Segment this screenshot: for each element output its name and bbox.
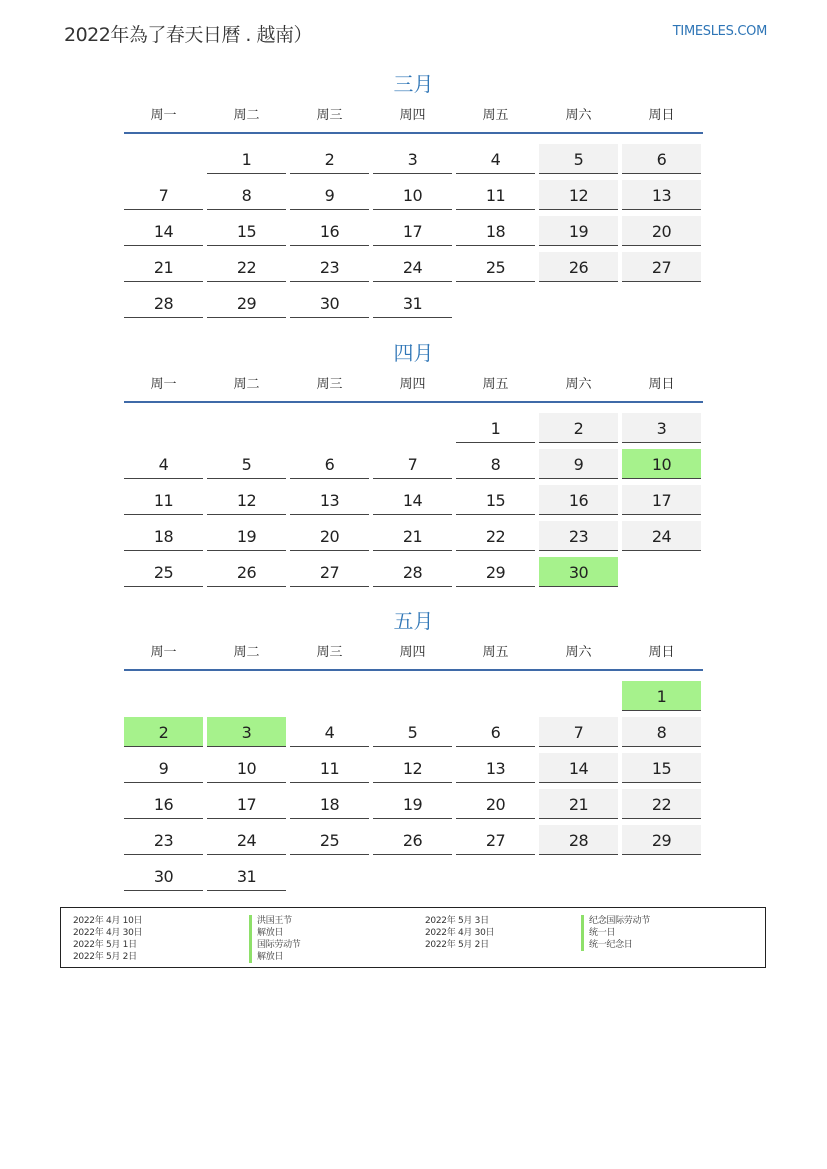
holiday-day-cell: 10 bbox=[622, 449, 701, 479]
empty-cell bbox=[207, 413, 286, 443]
day-cell: 19 bbox=[373, 789, 452, 819]
day-grid bbox=[124, 407, 703, 587]
day-cell: 10 bbox=[207, 753, 286, 783]
day-grid bbox=[124, 138, 703, 318]
day-cell: 6 bbox=[456, 717, 535, 747]
day-cell: 31 bbox=[373, 288, 452, 318]
empty-cell bbox=[207, 681, 286, 711]
day-cell: 22 bbox=[207, 252, 286, 282]
day-cell: 27 bbox=[622, 252, 701, 282]
legend-holiday-name: 洪国王节 bbox=[249, 915, 301, 927]
weekday-label: 周六 bbox=[565, 108, 592, 123]
day-cell: 29 bbox=[456, 557, 535, 587]
day-cell: 3 bbox=[373, 144, 452, 174]
weekday-label: 周五 bbox=[482, 108, 509, 123]
day-cell: 24 bbox=[373, 252, 452, 282]
day-cell: 2 bbox=[290, 144, 369, 174]
day-cell: 6 bbox=[290, 449, 369, 479]
empty-cell bbox=[124, 681, 203, 711]
day-cell: 28 bbox=[539, 825, 618, 855]
day-cell: 26 bbox=[373, 825, 452, 855]
weekday-label: 周四 bbox=[399, 108, 426, 123]
day-cell: 11 bbox=[290, 753, 369, 783]
day-cell: 8 bbox=[456, 449, 535, 479]
day-cell: 13 bbox=[290, 485, 369, 515]
weekday-label: 周一 bbox=[150, 108, 177, 123]
legend-dates-1 bbox=[73, 915, 142, 963]
weekday-label: 周五 bbox=[482, 377, 509, 392]
day-cell: 26 bbox=[207, 557, 286, 587]
weekday-label: 周日 bbox=[648, 645, 675, 660]
weekday-label: 周二 bbox=[233, 377, 260, 392]
legend-holiday-name: 统一纪念日 bbox=[581, 939, 650, 951]
day-cell: 29 bbox=[207, 288, 286, 318]
legend-holiday-name: 统一日 bbox=[581, 927, 650, 939]
day-cell: 19 bbox=[539, 216, 618, 246]
day-cell: 12 bbox=[207, 485, 286, 515]
day-cell: 5 bbox=[373, 717, 452, 747]
empty-cell bbox=[373, 681, 452, 711]
empty-cell bbox=[290, 413, 369, 443]
legend-holiday-name: 解放日 bbox=[249, 951, 301, 963]
day-cell: 11 bbox=[124, 485, 203, 515]
empty-cell bbox=[373, 413, 452, 443]
legend-date: 2022年 5月 2日 bbox=[425, 940, 489, 950]
day-cell: 17 bbox=[207, 789, 286, 819]
day-cell: 14 bbox=[539, 753, 618, 783]
weekday-label: 周一 bbox=[150, 377, 177, 392]
legend-date: 2022年 5月 1日 bbox=[73, 940, 137, 950]
day-cell: 4 bbox=[456, 144, 535, 174]
day-cell: 9 bbox=[539, 449, 618, 479]
day-cell: 18 bbox=[290, 789, 369, 819]
day-cell: 23 bbox=[124, 825, 203, 855]
weekday-label: 周六 bbox=[565, 377, 592, 392]
day-cell: 1 bbox=[207, 144, 286, 174]
day-cell: 27 bbox=[456, 825, 535, 855]
day-cell: 21 bbox=[539, 789, 618, 819]
weekday-label: 周日 bbox=[648, 108, 675, 123]
day-cell: 9 bbox=[124, 753, 203, 783]
day-cell: 30 bbox=[124, 861, 203, 891]
day-cell: 15 bbox=[207, 216, 286, 246]
legend-date: 2022年 4月 30日 bbox=[425, 928, 495, 938]
day-cell: 22 bbox=[456, 521, 535, 551]
day-cell: 20 bbox=[622, 216, 701, 246]
day-cell: 15 bbox=[622, 753, 701, 783]
empty-cell bbox=[124, 144, 203, 174]
day-cell: 25 bbox=[290, 825, 369, 855]
empty-cell bbox=[539, 681, 618, 711]
day-cell: 30 bbox=[290, 288, 369, 318]
day-cell: 7 bbox=[373, 449, 452, 479]
month-may bbox=[124, 607, 703, 891]
day-cell: 29 bbox=[622, 825, 701, 855]
day-cell: 9 bbox=[290, 180, 369, 210]
holiday-day-cell: 30 bbox=[539, 557, 618, 587]
day-cell: 15 bbox=[456, 485, 535, 515]
day-cell: 14 bbox=[373, 485, 452, 515]
day-cell: 13 bbox=[456, 753, 535, 783]
day-cell: 18 bbox=[124, 521, 203, 551]
legend-holiday-name: 解放日 bbox=[249, 927, 301, 939]
weekday-label: 周三 bbox=[316, 108, 343, 123]
legend-holiday-name: 纪念国际劳动节 bbox=[581, 915, 650, 927]
legend-holiday-name: 国际劳动节 bbox=[249, 939, 301, 951]
day-cell: 4 bbox=[124, 449, 203, 479]
day-cell: 20 bbox=[290, 521, 369, 551]
month-march bbox=[124, 70, 703, 318]
weekday-label: 周六 bbox=[565, 645, 592, 660]
weekday-header bbox=[124, 643, 703, 671]
weekday-label: 周五 bbox=[482, 645, 509, 660]
day-cell: 3 bbox=[622, 413, 701, 443]
holiday-legend bbox=[60, 907, 766, 968]
day-cell: 27 bbox=[290, 557, 369, 587]
day-cell: 1 bbox=[456, 413, 535, 443]
day-cell: 22 bbox=[622, 789, 701, 819]
holiday-day-cell: 2 bbox=[124, 717, 203, 747]
day-cell: 8 bbox=[207, 180, 286, 210]
day-cell: 16 bbox=[124, 789, 203, 819]
day-cell: 26 bbox=[539, 252, 618, 282]
weekday-label: 周二 bbox=[233, 108, 260, 123]
page-title: 2022年為了春天日曆 . 越南） bbox=[64, 24, 312, 46]
month-title: 四月 bbox=[393, 341, 434, 365]
legend-names-2 bbox=[581, 915, 650, 951]
weekday-label: 周二 bbox=[233, 645, 260, 660]
month-april bbox=[124, 339, 703, 587]
month-title: 五月 bbox=[393, 609, 434, 633]
weekday-label: 周一 bbox=[150, 645, 177, 660]
empty-cell bbox=[290, 681, 369, 711]
day-cell: 31 bbox=[207, 861, 286, 891]
site-link[interactable]: TIMESLES.COM bbox=[672, 24, 767, 39]
holiday-day-cell: 3 bbox=[207, 717, 286, 747]
day-cell: 7 bbox=[124, 180, 203, 210]
weekday-header bbox=[124, 375, 703, 403]
day-cell: 5 bbox=[539, 144, 618, 174]
day-cell: 12 bbox=[539, 180, 618, 210]
day-cell: 24 bbox=[207, 825, 286, 855]
day-cell: 19 bbox=[207, 521, 286, 551]
day-cell: 23 bbox=[290, 252, 369, 282]
day-cell: 28 bbox=[373, 557, 452, 587]
legend-date: 2022年 4月 10日 bbox=[73, 916, 143, 926]
day-cell: 4 bbox=[290, 717, 369, 747]
weekday-label: 周四 bbox=[399, 377, 426, 392]
day-cell: 28 bbox=[124, 288, 203, 318]
weekday-header bbox=[124, 106, 703, 134]
day-cell: 18 bbox=[456, 216, 535, 246]
day-cell: 24 bbox=[622, 521, 701, 551]
day-cell: 11 bbox=[456, 180, 535, 210]
day-cell: 25 bbox=[124, 557, 203, 587]
empty-cell bbox=[124, 413, 203, 443]
day-cell: 14 bbox=[124, 216, 203, 246]
day-grid bbox=[124, 675, 703, 891]
day-cell: 10 bbox=[373, 180, 452, 210]
day-cell: 17 bbox=[373, 216, 452, 246]
holiday-day-cell: 1 bbox=[622, 681, 701, 711]
day-cell: 20 bbox=[456, 789, 535, 819]
day-cell: 13 bbox=[622, 180, 701, 210]
day-cell: 12 bbox=[373, 753, 452, 783]
day-cell: 21 bbox=[373, 521, 452, 551]
legend-date: 2022年 5月 3日 bbox=[425, 916, 489, 926]
weekday-label: 周三 bbox=[316, 377, 343, 392]
empty-cell bbox=[456, 681, 535, 711]
day-cell: 17 bbox=[622, 485, 701, 515]
weekday-label: 周日 bbox=[648, 377, 675, 392]
day-cell: 5 bbox=[207, 449, 286, 479]
day-cell: 23 bbox=[539, 521, 618, 551]
legend-names-1 bbox=[249, 915, 301, 963]
weekday-label: 周三 bbox=[316, 645, 343, 660]
day-cell: 16 bbox=[290, 216, 369, 246]
legend-date: 2022年 5月 2日 bbox=[73, 952, 137, 962]
day-cell: 7 bbox=[539, 717, 618, 747]
day-cell: 6 bbox=[622, 144, 701, 174]
day-cell: 2 bbox=[539, 413, 618, 443]
weekday-label: 周四 bbox=[399, 645, 426, 660]
day-cell: 25 bbox=[456, 252, 535, 282]
day-cell: 21 bbox=[124, 252, 203, 282]
month-title: 三月 bbox=[393, 72, 434, 96]
legend-dates-2 bbox=[425, 915, 494, 951]
day-cell: 8 bbox=[622, 717, 701, 747]
day-cell: 16 bbox=[539, 485, 618, 515]
legend-date: 2022年 4月 30日 bbox=[73, 928, 143, 938]
